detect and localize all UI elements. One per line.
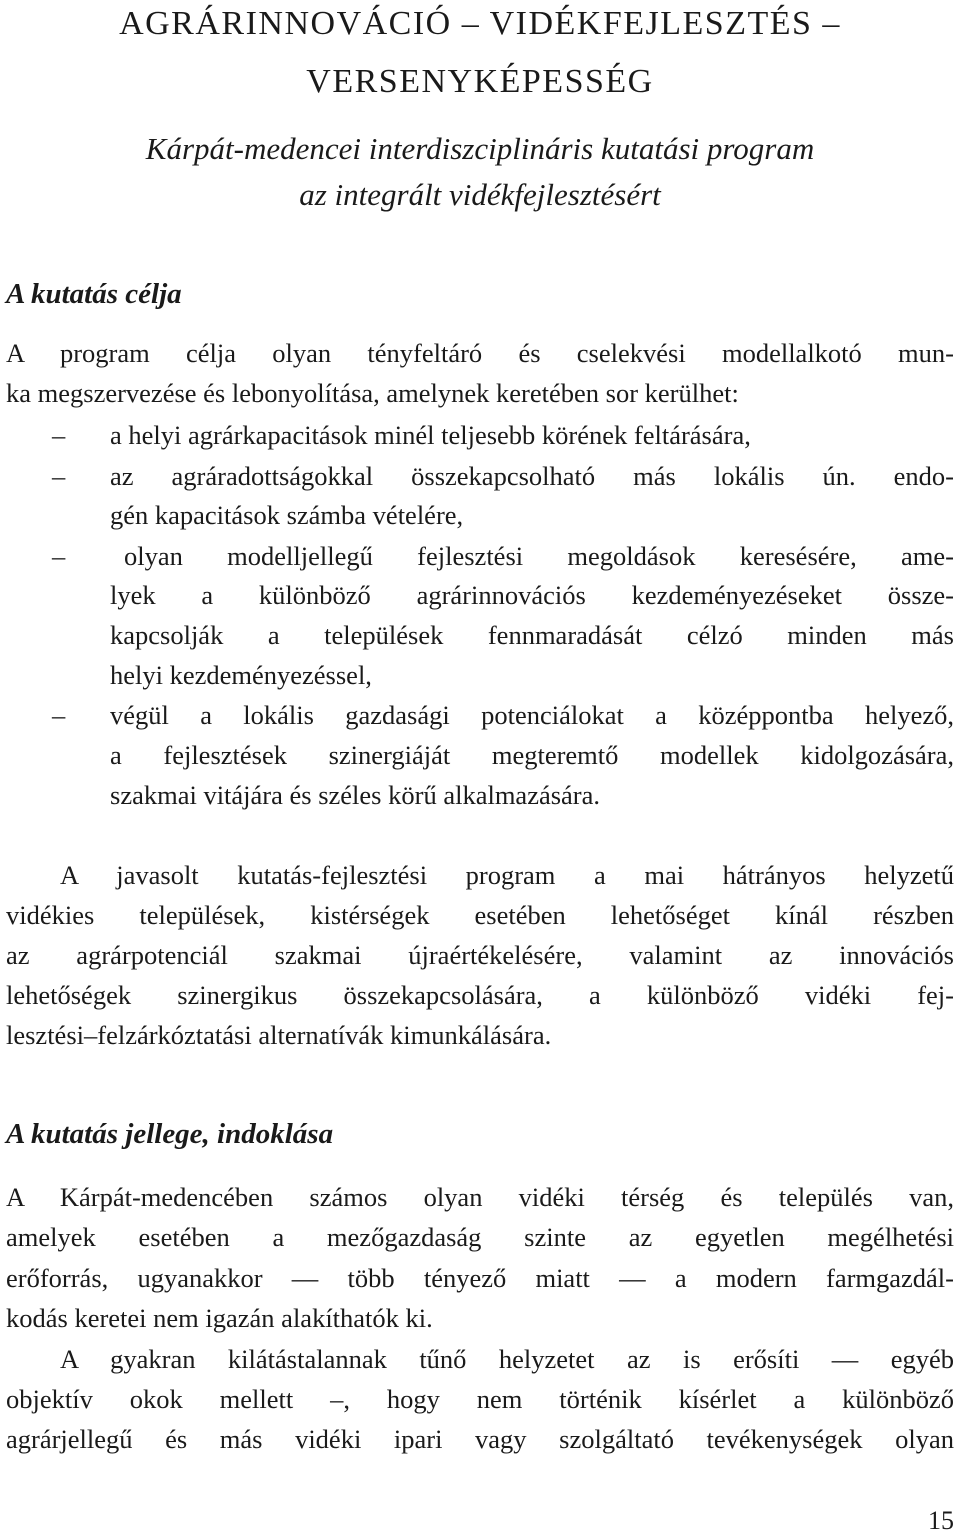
body-line: az agrárpotenciál szakmai újraértékelésére, valamint az innovációs: [6, 940, 954, 970]
body-line: agrárjellegű és más vidéki ipari vagy szolgáltató tevékenységek olyan: [6, 1424, 954, 1454]
body-line: lesztési–felzárkóztatási alternatívák kimunkálására.: [6, 1020, 552, 1050]
bullet-line: helyi kezdeményezéssel,: [110, 660, 372, 690]
bullet-dash: –: [52, 541, 66, 571]
bullet-dash: –: [52, 420, 66, 450]
body-line: amelyek esetében a mezőgazdaság szinte az egyetlen megélhetési: [6, 1222, 954, 1252]
bullet-line: lyek a különböző agrárinnovációs kezdeményezéseket össze-: [110, 580, 954, 610]
subtitle-line-2: az integrált vidékfejlesztésért: [299, 177, 661, 212]
page-number: 15: [928, 1506, 954, 1535]
body-line: vidékies települések, kistérségek esetében lehetőséget kínál részben: [6, 900, 954, 930]
body-line: objektív okok mellett –, hogy nem történik kísérlet a különböző: [6, 1384, 954, 1414]
bullet-dash: –: [52, 700, 66, 730]
body-line: kodás keretei nem igazán alakíthatók ki.: [6, 1303, 433, 1333]
bullet-line: végül a lokális gazdasági potenciálokat a középpontba helyező,: [110, 700, 954, 730]
bullet-line: gén kapacitások számba vételére,: [110, 500, 464, 530]
title-line-2: VERSENYKÉPESSÉG: [306, 63, 654, 100]
section-heading-goal: A kutatás célja: [6, 278, 182, 310]
subtitle-line-1: Kárpát-medencei interdiszciplináris kutatási program: [145, 131, 815, 166]
body-line: A Kárpát-medencében számos olyan vidéki térség és település van,: [6, 1182, 954, 1212]
bullet-line: olyan modelljellegű fejlesztési megoldások keresésére, ame-: [124, 541, 954, 571]
bullet-line: kapcsolják a települések fennmaradását célzó minden más: [110, 620, 954, 650]
bullet-line: a helyi agrárkapacitások minél teljesebb körének feltárására,: [110, 420, 751, 450]
body-line: A program célja olyan tényfeltáró és cselekvési modellalkotó mun-: [6, 338, 954, 368]
body-line: lehetőségek szinergikus összekapcsolására, a különböző vidéki fej-: [6, 980, 954, 1010]
title-line-1: AGRÁRINNOVÁCIÓ – VIDÉKFEJLESZTÉS –: [119, 5, 841, 42]
bullet-line: az agráradottságokkal összekapcsolható más lokális ún. endo-: [110, 461, 954, 491]
bullet-line: szakmai vitájára és széles körű alkalmazására.: [110, 780, 601, 810]
section-heading-nature: A kutatás jellege, indoklása: [6, 1118, 334, 1150]
body-line: A gyakran kilátástalannak tűnő helyzetet az is erősíti — egyéb: [60, 1344, 954, 1374]
body-line: erőforrás, ugyanakkor — több tényező miatt — a modern farmgazdál-: [6, 1263, 954, 1293]
bullet-dash: –: [52, 461, 66, 491]
bullet-line: a fejlesztések szinergiáját megteremtő modellek kidolgozására,: [110, 740, 954, 770]
body-line: A javasolt kutatás-fejlesztési program a mai hátrányos helyzetű: [60, 860, 954, 890]
body-line: ka megszervezése és lebonyolítása, amelynek keretében sor kerülhet:: [6, 378, 739, 408]
